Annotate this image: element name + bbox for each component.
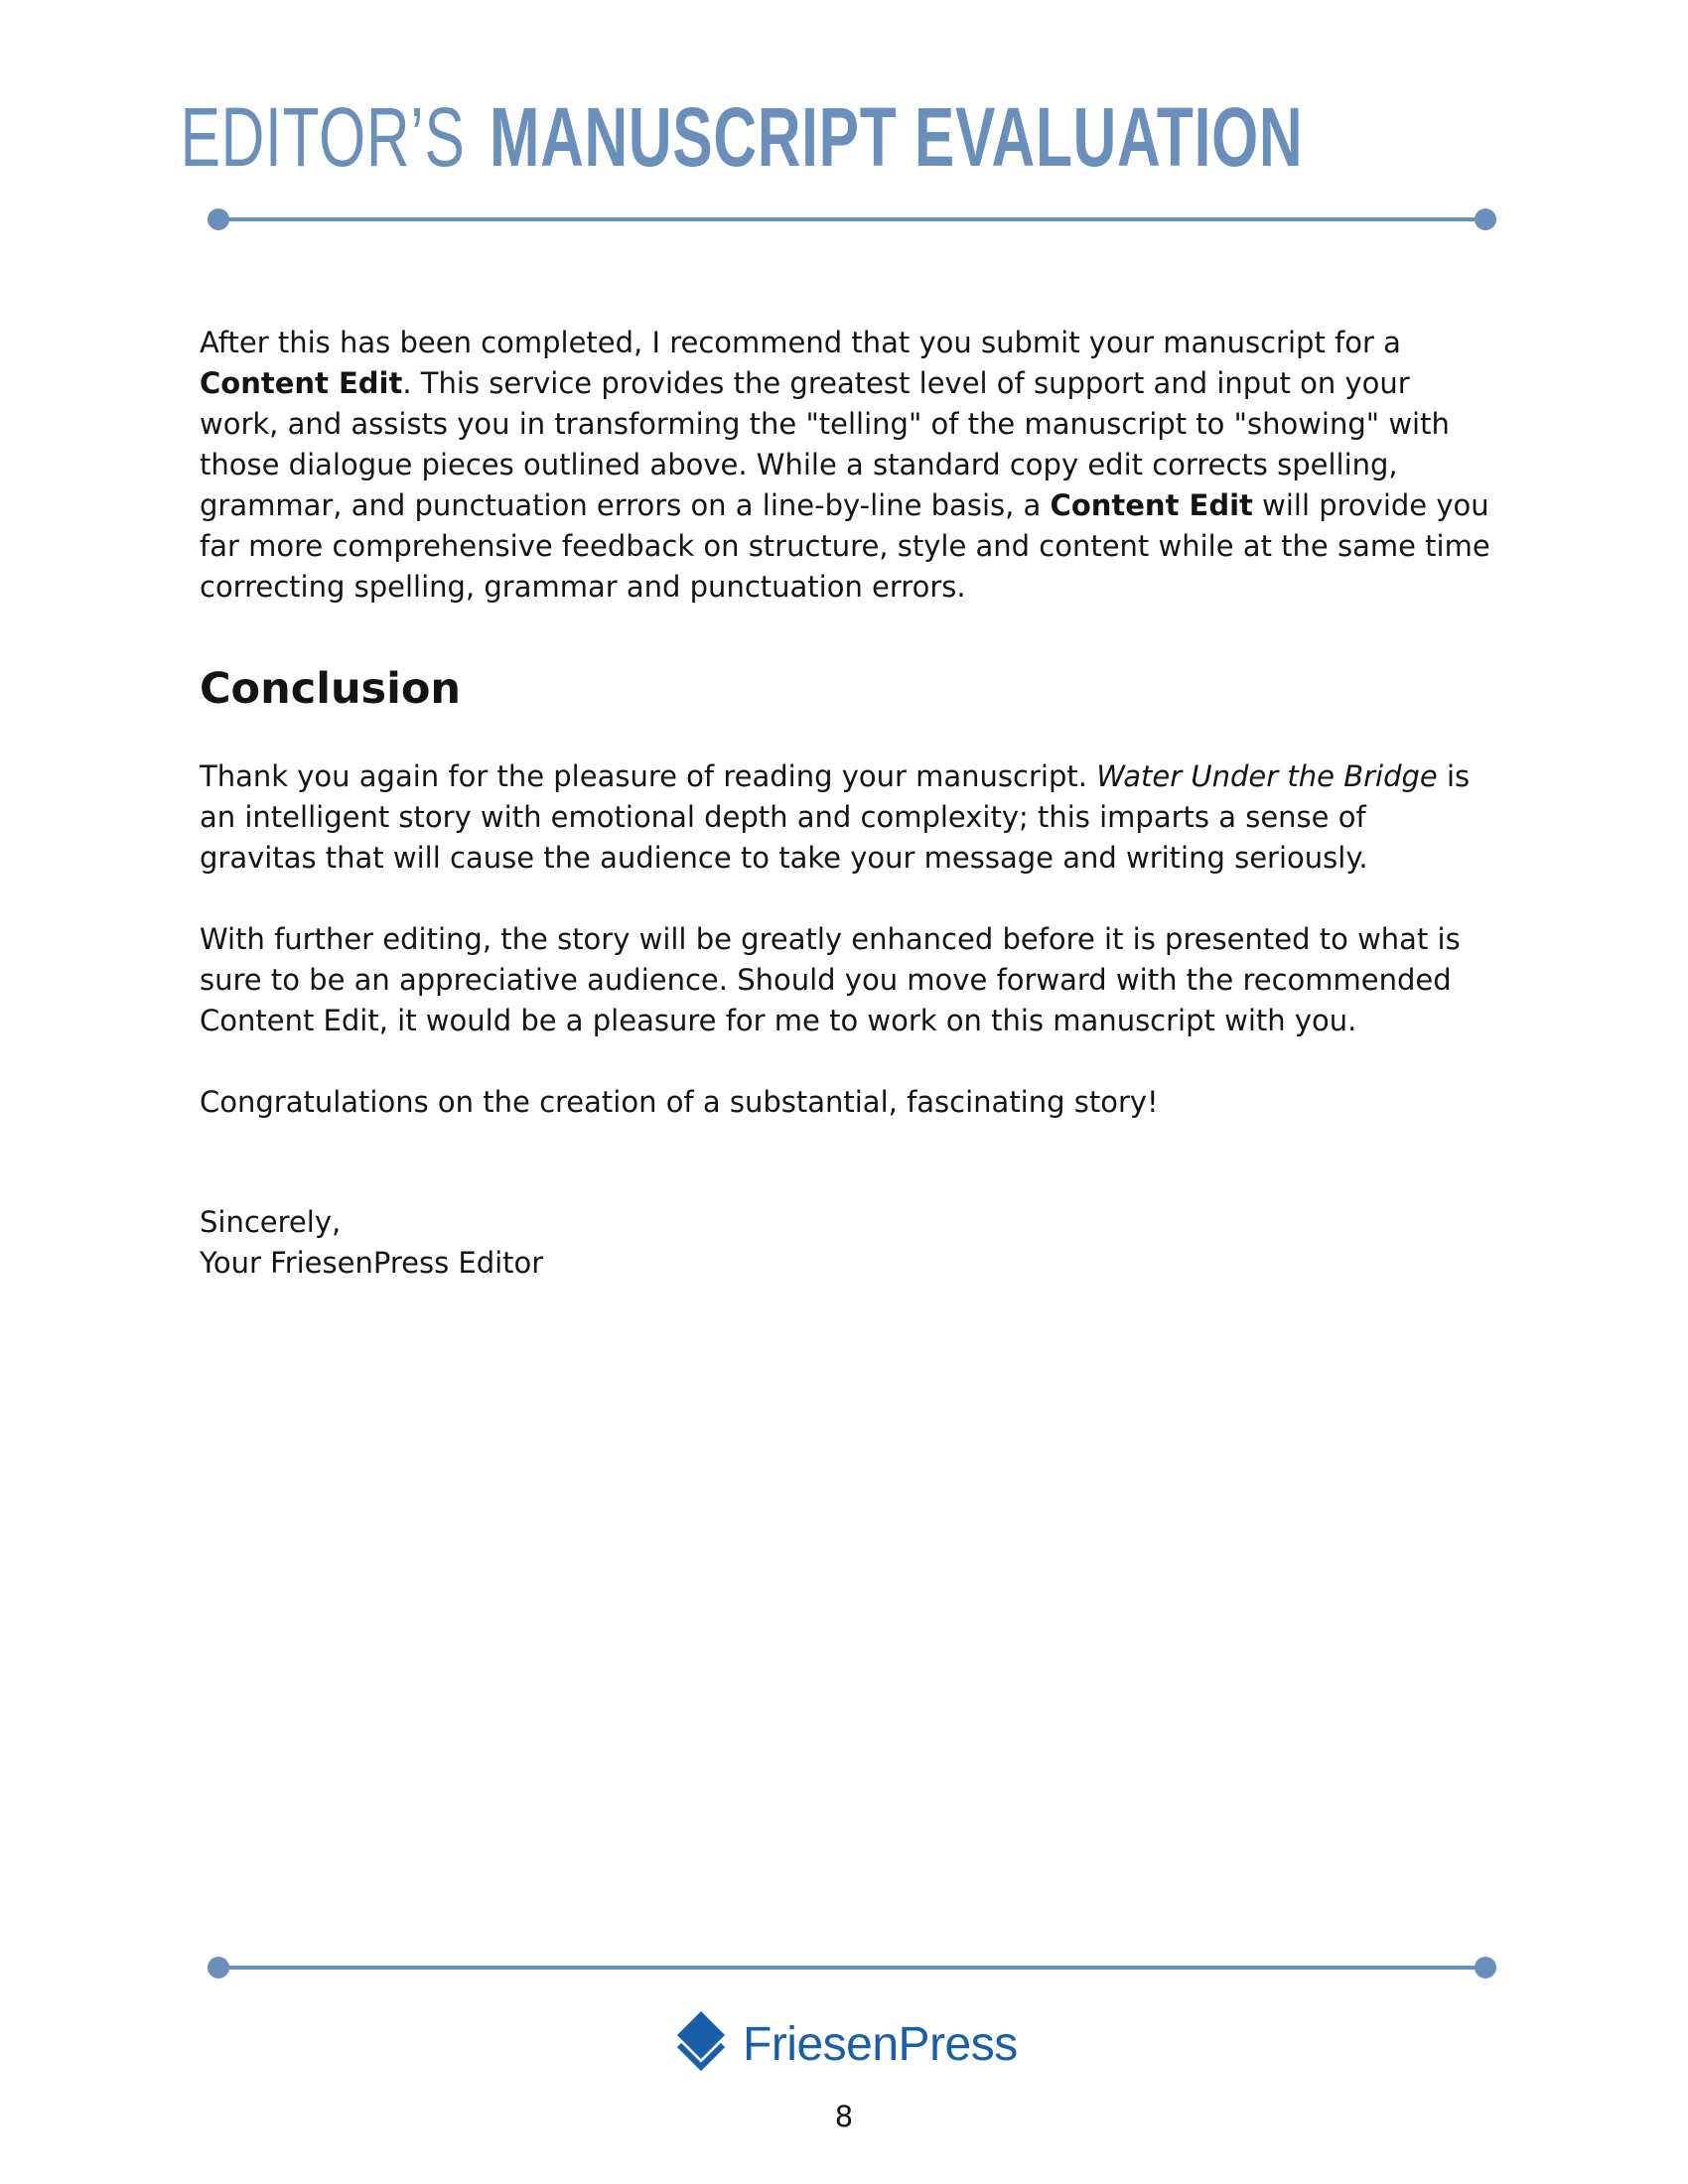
page-number: 8 xyxy=(834,2100,854,2133)
p1-text-e: will provide you far more comprehensive feedback on structure, style and content while at the same time correcting spelling, grammar and punctuation errors. xyxy=(200,488,1490,604)
divider-dot-left xyxy=(208,208,229,230)
p1-bold-content-edit-2: Content Edit xyxy=(1050,488,1253,522)
diamond-logo-icon xyxy=(673,2009,729,2079)
p1-bold-content-edit: Content Edit xyxy=(200,366,403,400)
further-editing-paragraph: With further editing, the story will be greatly enhanced before it is presented to what is sure to be an appreciative audience. Should you move forward with the recommended Content Edit, it would be a pleasure for me to work on this manuscript with you. xyxy=(200,922,1461,1037)
closing-line: Sincerely, xyxy=(200,1205,342,1239)
footer-divider-dot-right xyxy=(1475,1957,1496,1979)
divider-dot-right xyxy=(1475,208,1496,230)
logo-wordmark: FriesenPress xyxy=(743,2017,1018,2071)
friesenpress-logo xyxy=(673,2009,1018,2079)
page-header-title xyxy=(0,87,1688,187)
p1-text-a: After this has been completed, I recommend that you submit your manuscript for a xyxy=(200,326,1401,359)
header-title-light: EDITOR’S xyxy=(180,90,466,184)
header-title-bold: MANUSCRIPT EVALUATION xyxy=(489,90,1303,184)
congratulations-paragraph: Congratulations on the creation of a substantial, fascinating story! xyxy=(200,1085,1159,1119)
p2-text-a: Thank you again for the pleasure of reading your manuscript. xyxy=(200,759,1097,793)
conclusion-heading: Conclusion xyxy=(200,664,462,714)
p2-text-b: is an intelligent story with emotional depth and complexity; this imparts a sense of gravitas that will cause the audience to take your message and writing seriously. xyxy=(200,759,1471,875)
manuscript-title: Water Under the Bridge xyxy=(1096,759,1438,793)
recommendation-paragraph xyxy=(200,323,1490,608)
header-divider xyxy=(218,217,1485,221)
thank-you-paragraph xyxy=(200,756,1490,879)
footer-divider xyxy=(218,1966,1485,1970)
evaluation-body xyxy=(200,323,1490,1284)
signature-line: Your FriesenPress Editor xyxy=(200,1246,544,1280)
footer-divider-dot-left xyxy=(208,1957,229,1979)
p1-text-c: . This service provides the greatest level of support and input on your work, and assists you in transforming the "telling" of the manuscript to "showing" with those dialogue pieces outlined above. While a standard copy edit corrects spelling, grammar, and punctuation errors on a line-by-line basis, a xyxy=(200,366,1450,522)
